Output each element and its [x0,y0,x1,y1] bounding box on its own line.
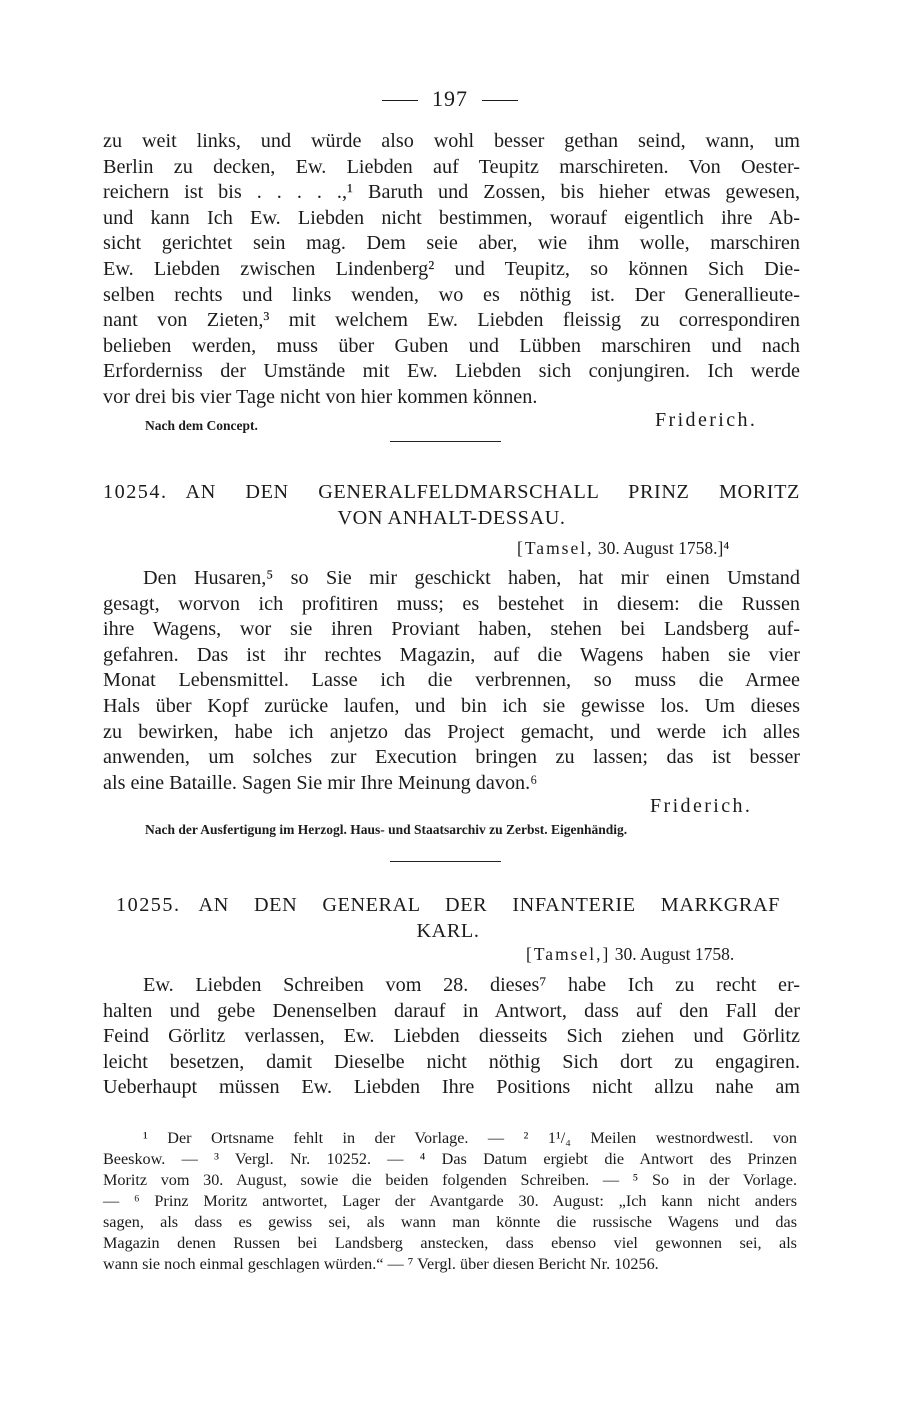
letter-number: 10255. [116,894,181,916]
text-line: Ew. Liebden zwischen Lindenberg² und Teupitz, so können Sich Die- [103,257,800,280]
text-line: Erforderniss der Umstände mit Ew. Liebden sich conjungiren. Ich werde [103,360,800,383]
footnote-line: Beeskow. — ³ Vergl. Nr. 10252. — ⁴ Das Datum ergiebt die Antwort des Prinzen [103,1150,797,1168]
footnote-line: wann sie noch einmal geschlagen würden.“ — ⁷ Vergl. über diesen Bericht Nr. 10256. [103,1255,659,1273]
text-line: Berlin zu decken, Ew. Liebden auf Teupitz marschireten. Von Oester- [103,155,800,178]
page-number [0,86,900,112]
signature: Friderich. [655,409,758,431]
text-line: Hals über Kopf zurücke laufen, und bin ich sie gewisse los. Um dieses [103,694,800,717]
footnote-line: Moritz vom 30. August, sowie die beiden folgenden Schreiben. — ⁵ So in der Vorlage. [103,1171,797,1189]
text-line: anwenden, um solches zur Execution bringen zu lassen; das ist besser [103,746,800,769]
dateline [517,538,729,559]
footnote-line: sagen, als dass es gewiss sei, als wann man könnte die russische Wagens und das [103,1213,797,1231]
letter-heading-line [103,480,800,506]
text-line: sicht gerichtet sein mag. Dem seie aber, wie ihm wolle, marschiren [103,232,800,255]
letter-heading [116,893,780,944]
dateline-place: [Tamsel,] [526,944,611,964]
text-line: gesagt, worvon ich profitiren muss; es bestehet in diesem: die Russen [103,592,800,615]
page-number-dash-right [482,100,518,101]
text-line: leicht besetzen, damit Dieselbe nicht nöthig Sich dort zu engagiren. [103,1050,800,1073]
text-line: Monat Lebensmittel. Lasse ich die verbrennen, so muss die Armee [103,669,800,692]
letter-body [103,973,800,1101]
text-line: ihre Wagens, wor sie ihren Proviant haben, stehen bei Landsberg auf- [103,618,800,641]
source-note: Nach der Ausfertigung im Herzogl. Haus- und Staatsarchiv zu Zerbst. Eigenhändig. [145,822,628,837]
recipient-title: AN DEN GENERAL DER INFANTERIE MARKGRAF [198,894,780,916]
footnote-line: ¹ Der Ortsname fehlt in der Vorlage. — ² 1¹/₄ Meilen westnordwestl. von [143,1129,797,1147]
footnotes [103,1128,797,1275]
dateline-date: 30. August 1758.]⁴ [597,538,730,558]
text-line: und kann Ich Ew. Liebden nicht bestimmen, worauf eigentlich ihre Ab- [103,206,800,229]
page-number-text: 197 [432,86,468,111]
text-line: belieben werden, muss über Guben und Lübben marschiren und nach [103,334,800,357]
section-divider [390,861,501,862]
text-line: Ueberhaupt müssen Ew. Liebden Ihre Positions nicht allzu nahe am [103,1076,800,1099]
text-line: gefahren. Das ist ihr rechtes Magazin, auf die Wagens haben sie vier [103,643,800,666]
text-line: selben rechts und links wenden, wo es nöthig ist. Der Generallieute- [103,283,800,306]
text-line: vor drei bis vier Tage nicht von hier kommen können. [103,385,538,408]
footnote-line: Magazin denen Russen bei Landsberg anstecken, dass ebenso viel gewonnen sei, als [103,1234,797,1252]
text-line: Den Husaren,⁵ so Sie mir geschickt haben, hat mir einen Umstand [143,567,800,589]
text-line: als eine Bataille. Sagen Sie mir Ihre Meinung davon.⁶ [103,771,538,794]
text-line: Feind Görlitz verlassen, Ew. Liebden diesseits Sich ziehen und Görlitz [103,1025,800,1048]
footnote-line: — ⁶ Prinz Moritz antwortet, Lager der Avantgarde 30. August: „Ich kann nicht anders [103,1192,797,1210]
dateline-place: [Tamsel, [517,538,594,558]
signature: Friderich. [650,795,753,817]
letter-heading [103,480,800,531]
recipient-subtitle: KARL. [416,919,480,942]
page-number-dash-left [382,100,418,101]
dateline [526,944,734,965]
recipient-title: AN DEN GENERALFELDMARSCHALL PRINZ MORITZ [185,481,800,503]
letter-number: 10254. [103,481,168,503]
text-line: zu weit links, und würde also wohl besser gethan seind, wann, um [103,130,800,152]
text-line: nant von Zieten,³ mit welchem Ew. Liebden fleissig zu correspondiren [103,309,800,332]
section-divider [390,441,501,442]
continuation-text [103,129,800,411]
text-line: zu bewirken, habe ich anjetzo das Project gemacht, und werde ich alles [103,720,800,743]
text-line: reichern ist bis . . . . .,¹ Baruth und Zossen, bis hieher etwas gewesen, [103,181,800,204]
recipient-subtitle: VON ANHALT-DESSAU. [337,506,566,529]
source-note: Nach dem Concept. [145,418,258,433]
text-line: Ew. Liebden Schreiben vom 28. dieses⁷ habe Ich zu recht er- [143,974,800,996]
dateline-date: 30. August 1758. [614,944,735,964]
letter-body [103,566,800,796]
letter-heading-line [116,893,780,919]
text-line: halten und gebe Denenselben darauf in Antwort, dass auf den Fall der [103,999,800,1022]
